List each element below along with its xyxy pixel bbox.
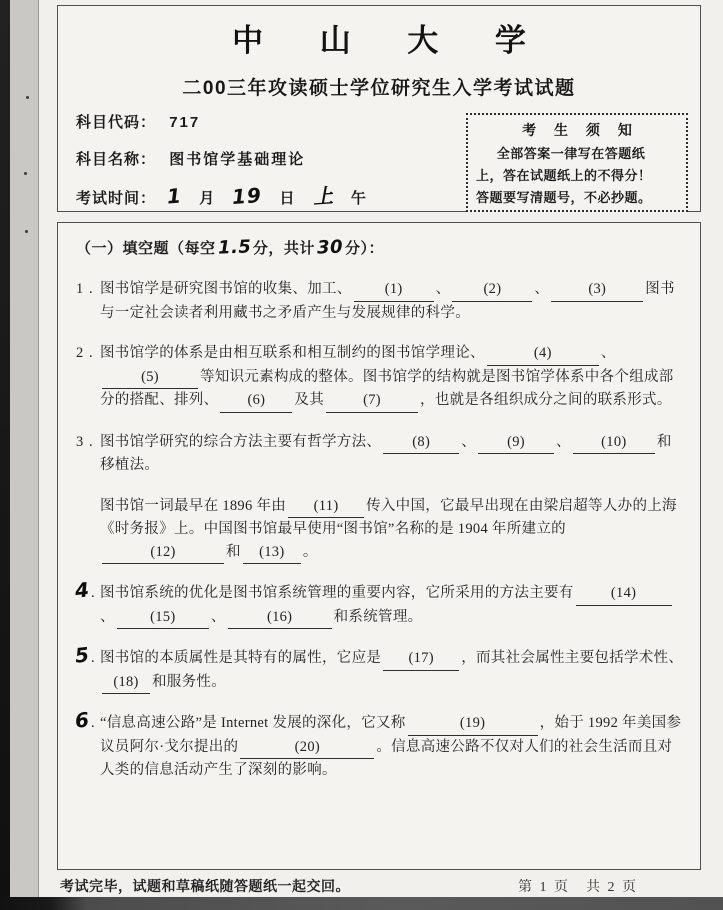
question-number-handwritten: 6 [73,707,91,733]
scan-speck [24,172,27,175]
question-text: 等知识元素构成的整体。图书馆学的结构就是图书馆学体系中各个组成部分的搭配、排列、 [100,368,674,408]
exam-time-session-unit: 午 [350,190,367,207]
question-text: 。 [302,543,318,560]
section-heading-suffix: 分）： [344,241,384,257]
section-heading-prefix: （一）填空题（每空 [76,241,216,257]
fill-blank: (15) [117,606,209,630]
notice-title: 考 生 须 知 [522,122,639,138]
fill-blank: (2) [452,278,532,302]
question-text: ，也就是各组织成分之间的联系形式。 [420,392,672,408]
question-number-handwritten: 5 [73,642,91,668]
exam-time-day-handwritten: 19 [231,182,264,210]
question-text: 、 [210,608,226,625]
scan-margin-band [10,0,38,910]
header-box [57,5,701,212]
question-item [73,707,686,782]
fill-blank: (18) [102,671,150,695]
question-item [73,577,686,629]
fill-blank: (8) [383,431,459,455]
footer-instruction: 考试完毕，试题和草稿纸随答题纸一起交回。 [60,878,350,894]
exam-time-month-handwritten: 1 [166,183,183,209]
question-text: 、 [534,281,550,297]
question-text: 。信息高速公路不仅对人们的社会生活而且对人类的信息活动产生了深刻的影响。 [100,738,673,778]
fill-blank: (7) [326,389,418,413]
question-number-dot: . [89,345,93,361]
fill-blank: (13) [243,541,301,565]
question-number-dot: . [91,585,95,601]
fill-blank: (11) [288,495,364,519]
question-item [73,642,686,694]
question-text: ，始于 1992 年美国参议员阿尔·戈尔提出的 [100,715,682,755]
question-text: ，而其社会属性主要包括学术性、 [461,650,684,666]
fill-blank: (3) [551,278,643,302]
exam-time-month-unit: 月 [199,190,216,207]
fill-blank: (5) [102,366,198,390]
subject-name-row [76,141,373,178]
exam-time-row [76,178,373,215]
question-text: 图书馆系统的优化是图书馆系统管理的重要内容，它所采用的方法主要有 [100,585,574,601]
fill-blank: (14) [576,582,672,606]
question-text: 和服务性。 [152,673,226,690]
exam-time-label: 考试时间： [76,190,157,207]
subject-name-label: 科目名称： [76,151,157,168]
question-text: “信息高速公路”是 Internet 发展的深化，它又称 [100,715,406,731]
question-text: 图书馆学是研究图书馆的收集、加工、 [100,281,352,297]
footer [0,876,723,898]
question-text: 图书馆的本质属性是其特有的属性，它应是 [100,650,382,666]
question-number: 2 [76,345,84,361]
subject-code-label: 科目代码： [76,114,157,131]
exam-title: 二00三年攻读硕士学位研究生入学考试试题 [182,78,576,99]
questions-area [73,278,686,782]
fill-blank: (6) [220,389,292,413]
question-text: 图书馆一词最早在 1896 年由 [100,497,287,514]
question-text: 图书与一定社会读者利用藏书之矛盾产生与发展规律的科学。 [100,281,675,321]
fill-blank: (16) [228,606,332,630]
subject-name-value: 图书馆学基础理论 [169,151,306,168]
fill-blank: (9) [478,431,554,455]
fill-blank: (4) [487,342,599,366]
exam-time-session-handwritten: 上 [311,183,335,209]
question-text: 及其 [294,392,325,408]
question-box [57,222,701,870]
notice-line: 上，答在试题纸上的不得分！ [476,168,652,183]
fill-blank: (12) [102,541,224,565]
fill-blank: (17) [383,647,459,671]
per-blank-score-handwritten: 1.5 [217,236,252,259]
question-text: 传入中国，它最早出现在由梁启超等人办的上海《时务报》上。中国图书馆最早使用“图书馆”名称的是 1904 年所建立的 [100,497,677,537]
scan-speck [25,230,28,233]
question-number-dot: . [89,281,93,297]
question-text: 、 [556,433,571,450]
question-item [76,278,686,324]
question-text: 、 [100,608,115,625]
question-text: 和移植法。 [100,433,672,473]
question-item [76,342,686,413]
scan-fold-line [38,0,39,910]
notice-line: 答题要写清题号，不必抄题。 [476,190,652,205]
page-number-info: 第 1 页 共 2 页 [518,880,638,895]
question-number-dot: . [91,650,95,666]
question-text: 、 [461,433,477,450]
fill-blank: (20) [240,736,374,760]
subject-code-value: 717 [169,114,201,131]
exam-time-day-unit: 日 [279,190,296,207]
question-text: 图书馆学研究的综合方法主要有哲学方法、 [100,433,382,450]
scan-speck [26,96,29,99]
fill-blank: (19) [408,712,538,736]
notice-line: 全部答案一律写在答题纸 [496,146,646,161]
question-number-dot: . [89,433,93,450]
question-text: 、 [600,345,616,361]
question-text: 、 [435,281,451,297]
total-score-handwritten: 30 [316,236,344,259]
examinee-notice-box [466,113,688,212]
fill-blank: (1) [354,278,434,302]
section-heading-mid: 分，共计 [252,241,315,257]
question-text: 和系统管理。 [333,608,423,625]
fill-blank: (10) [573,431,655,455]
question-item [76,431,686,477]
question-number-dot: . [91,715,95,731]
question-number-handwritten: 4 [73,577,91,603]
scanner-edge-strip [0,0,10,910]
question-text: 和 [226,543,241,560]
question-number: 1 [76,281,84,297]
question-item [76,495,686,565]
section-heading [76,237,686,258]
exam-meta [76,104,373,215]
question-number: 3 [76,433,84,450]
scanner-bottom-strip [0,897,723,910]
subject-code-row [76,104,373,141]
university-title: 中 山 大 学 [232,23,550,58]
question-text: 图书馆学的体系是由相互联系和相互制约的图书馆学理论、 [100,345,485,361]
